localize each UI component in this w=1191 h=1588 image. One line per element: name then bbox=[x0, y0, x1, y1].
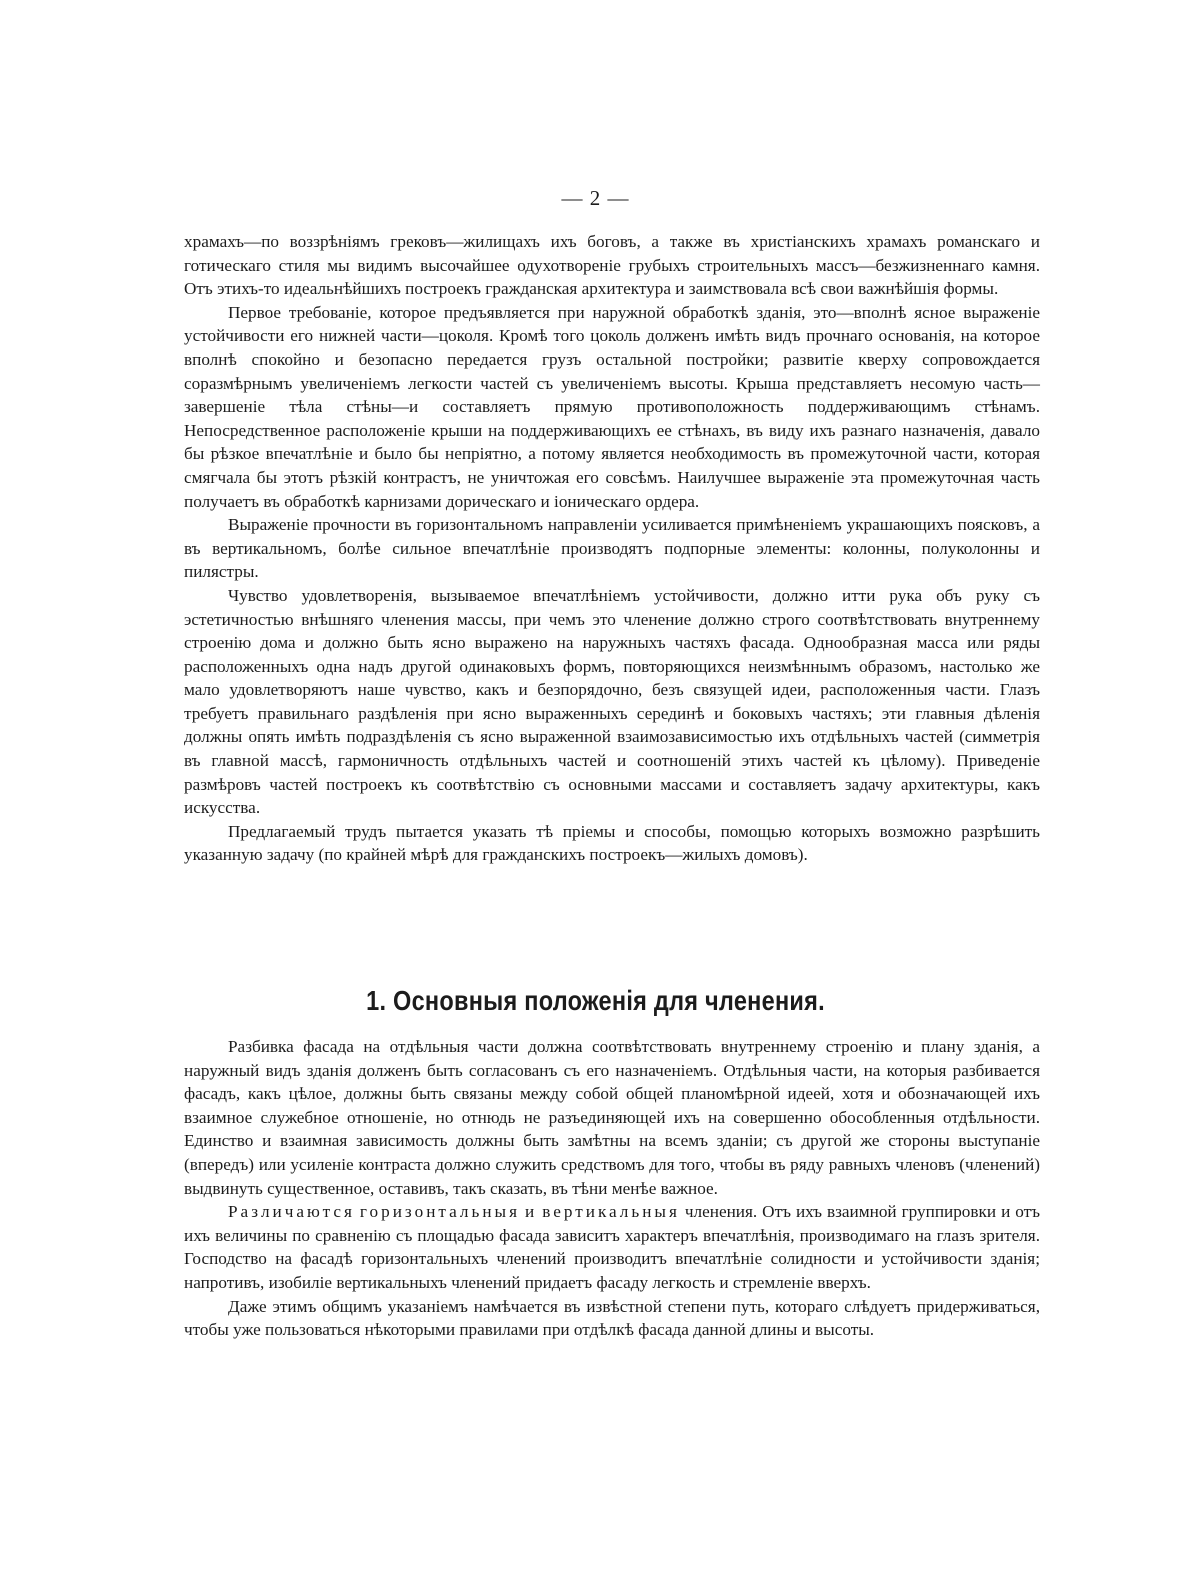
paragraph: Первое требованіе, которое предъявляется при наружной обработкѣ зданія, это—вполнѣ ясное выраженіе устойчивости его нижней части—цоколя. Кромѣ того цоколь долженъ имѣть видъ прочнаго основанія, на которое вполнѣ спокойно и безопасно передается грузъ остальной постройки; развитіе кверху сопровождается соразмѣрнымъ увеличеніемъ легкости частей съ увеличеніемъ высоты. Крыша представляетъ несомую часть—завершеніе тѣла стѣны—и составляетъ прямую противоположность поддерживающимъ стѣнамъ. Непосредственное расположеніе крыши на поддерживающихъ ее стѣнахъ, въ виду ихъ разнаго назначенія, давало бы рѣзкое впечатлѣніе и было бы непріятно, а потому является необходимость въ промежуточной части, которая смягчала бы этотъ рѣзкій контрастъ, не уничтожая его совсѣмъ. Наилучшее выраженіе эта промежуточная часть получаетъ въ обработкѣ карнизами дорическаго и іоническаго ордера. bbox=[184, 302, 1040, 511]
section-heading: 1. Основныя положенія для членения. bbox=[366, 985, 825, 1016]
intro-text-block bbox=[184, 230, 1040, 867]
paragraph: Разбивка фасада на отдѣльныя части должна соотвѣтствовать внутреннему строенію и плану зданія, а наружный видъ зданія долженъ быть согласованъ съ его назначеніемъ. Отдѣльныя части, на которыя разбивается фасадъ, какъ цѣлое, должны быть связаны между собой общей планомѣрной идеей, хотя и обозначающей ихъ взаимное служебное отношеніе, но отнюдь не разъединяющей ихъ на совершенно обособленныя отдѣльности. Единство и взаимная зависимость должны быть замѣтны на всемъ зданіи; съ другой же стороны выступаніе (впередъ) или усиленіе контраста должно служить средствомъ для того, чтобы въ ряду равныхъ членовъ (членений) выдвинуть существенное, оставивъ, такъ сказать, въ тѣни менѣе важное. bbox=[184, 1037, 1040, 1198]
paragraph-rest: членения. Отъ ихъ взаимной группировки и отъ ихъ величины по сравненію съ площадью фасада зависитъ характеръ впечатлѣнія, производимаго на глазъ зрителя. Господство на фасадѣ горизонтальныхъ членений производитъ впечатлѣніе солидности и устойчивости зданія; напротивъ, изобиліе вертикальныхъ членений придаетъ фасаду легкость и стремленіе вверхъ. bbox=[184, 1202, 1041, 1292]
paragraph: Предлагаемый трудъ пытается указать тѣ пріемы и способы, помощью которыхъ возможно разрѣшить указанную задачу (по крайней мѣрѣ для гражданскихъ построекъ—жилыхъ домовъ). bbox=[184, 821, 1040, 865]
term-vertical: вертикальныя bbox=[542, 1202, 680, 1222]
paragraph-conjunction: и bbox=[525, 1202, 538, 1222]
section-text-block bbox=[184, 1035, 1040, 1342]
term-horizontal: горизонтальныя bbox=[359, 1202, 520, 1222]
paragraph: Выраженіе прочности въ горизонтальномъ направленіи усиливается примѣненіемъ украшающихъ поясковъ, а въ вертикальномъ, болѣе сильное впечатлѣніе производятъ подпорные элементы: колонны, полуколонны и пилястры. bbox=[184, 515, 1040, 582]
paragraph: храмахъ—по воззрѣніямъ грековъ—жилищахъ ихъ боговъ, а также въ христіанскихъ храмахъ романскаго и готическаго стиля мы видимъ высочайшее одухотвореніе грубыхъ строительныхъ массъ—безжизненнаго камня. Отъ этихъ-то идеальнѣйшихъ построекъ гражданская архитектура и заимствовала всѣ свои важнѣйшія формы. bbox=[184, 232, 1040, 299]
page-number: — 2 — bbox=[561, 186, 630, 210]
paragraph bbox=[184, 1200, 1040, 1294]
paragraph: Чувство удовлетворенія, вызываемое впечатлѣніемъ устойчивости, должно итти рука объ руку съ эстетичностью внѣшняго членения массы, при чемъ это членение должно строго соотвѣтствовать внутреннему строенію дома и должно быть ясно выражено на наружныхъ частяхъ фасада. Однообразная масса или ряды расположенныхъ одна надъ другой одинаковыхъ формъ, повторяющихся неизмѣннымъ образомъ, настолько же мало удовлетворяютъ наше чувство, какъ и безпорядочно, безъ связущей идеи, расположенныя части. Глазъ требуетъ правильнаго раздѣленія при ясно выраженныхъ серединѣ и боковыхъ частяхъ; эти главныя дѣленія должны опять имѣть подраздѣленія съ ясно выраженной взаимозависимостью ихъ отдѣльныхъ частей (симметрія въ главной массѣ, гармоничность отдѣльныхъ частей и соотношеній этихъ частей къ цѣлому). Приведеніе размѣровъ частей построекъ къ соотвѣтствію съ основными массами и составляетъ задачу архитектуры, какъ искусства. bbox=[184, 585, 1040, 818]
paragraph: Даже этимъ общимъ указаніемъ намѣчается въ извѣстной степени путь, котораго слѣдуетъ придерживаться, чтобы уже пользоваться нѣкоторыми правилами при отдѣлкѣ фасада данной длины и высоты. bbox=[184, 1296, 1040, 1340]
paragraph-lead: Различаются bbox=[228, 1202, 355, 1222]
